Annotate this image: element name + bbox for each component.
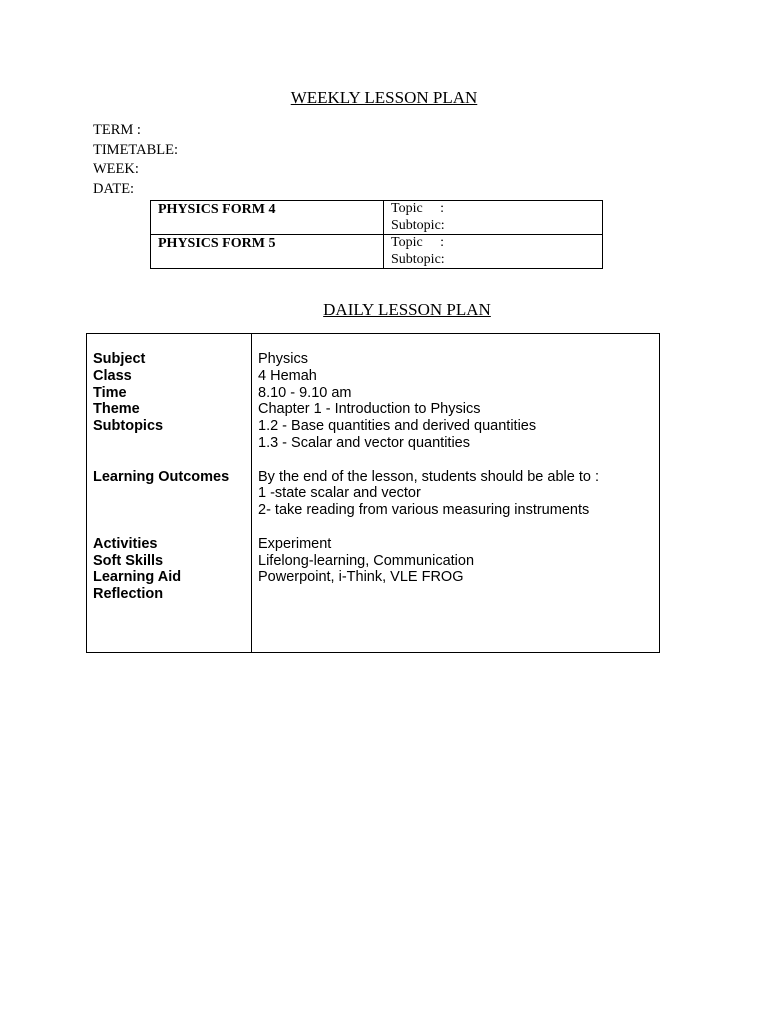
topic-cell: [384, 235, 603, 269]
subtopic-label: Subtopic:: [391, 217, 445, 233]
daily-values-column: [258, 351, 599, 586]
spacer: [93, 519, 229, 536]
table-row: [151, 201, 603, 235]
soft-skills-value: Lifelong-learning, Communication: [258, 552, 475, 569]
time-value: 8.10 - 9.10 am: [258, 384, 352, 401]
spacer: [258, 452, 599, 469]
spacer: [93, 452, 229, 469]
activities-label: Activities: [93, 535, 158, 552]
subject-value: Physics: [258, 351, 308, 367]
weekly-forms-table: [150, 200, 603, 269]
reflection-label: Reflection: [93, 586, 164, 603]
weekly-meta-fields: [93, 121, 178, 199]
spacer: [93, 485, 229, 502]
timetable-label: TIMETABLE:: [93, 141, 179, 158]
topic-label: Topic :: [391, 201, 445, 216]
spacer: [93, 502, 229, 519]
theme-value: Chapter 1 - Introduction to Physics: [258, 401, 481, 418]
term-label: TERM :: [93, 122, 141, 138]
daily-lesson-plan-title: DAILY LESSON PLAN: [323, 300, 491, 319]
date-label: DATE:: [93, 180, 135, 197]
topic-label: Topic :: [391, 235, 445, 250]
learning-outcomes-intro: By the end of the lesson, students should be able to :: [258, 468, 599, 485]
daily-labels-column: [93, 351, 229, 603]
learning-outcome-item: 1 -state scalar and vector: [258, 485, 421, 502]
column-divider: [251, 334, 252, 652]
weekly-lesson-plan-title: WEEKLY LESSON PLAN: [290, 88, 478, 107]
subtopics-label: Subtopics: [93, 418, 164, 435]
form-cell: PHYSICS FORM 5: [151, 235, 384, 269]
class-value: 4 Hemah: [258, 367, 317, 384]
theme-label: Theme: [93, 401, 140, 418]
spacer: [258, 519, 599, 536]
subtopic-value: 1.2 - Base quantities and derived quantities: [258, 418, 537, 435]
soft-skills-label: Soft Skills: [93, 552, 164, 569]
activities-value: Experiment: [258, 535, 332, 552]
learning-aid-label: Learning Aid: [93, 569, 182, 586]
form-cell: PHYSICS FORM 4: [151, 201, 384, 235]
time-label: Time: [93, 384, 127, 401]
topic-cell: [384, 201, 603, 235]
week-label: WEEK:: [93, 161, 139, 177]
class-label: Class: [93, 367, 132, 384]
learning-aid-value: Powerpoint, i-Think, VLE FROG: [258, 569, 464, 586]
spacer: [93, 435, 229, 452]
subject-label: Subject: [93, 351, 146, 367]
table-row: [151, 235, 603, 269]
daily-lesson-plan-box: [86, 333, 660, 653]
learning-outcomes-label: Learning Outcomes: [93, 468, 230, 485]
subtopic-value: 1.3 - Scalar and vector quantities: [258, 434, 470, 451]
learning-outcome-item: 2- take reading from various measuring instruments: [258, 502, 590, 519]
subtopic-label: Subtopic:: [391, 251, 445, 267]
